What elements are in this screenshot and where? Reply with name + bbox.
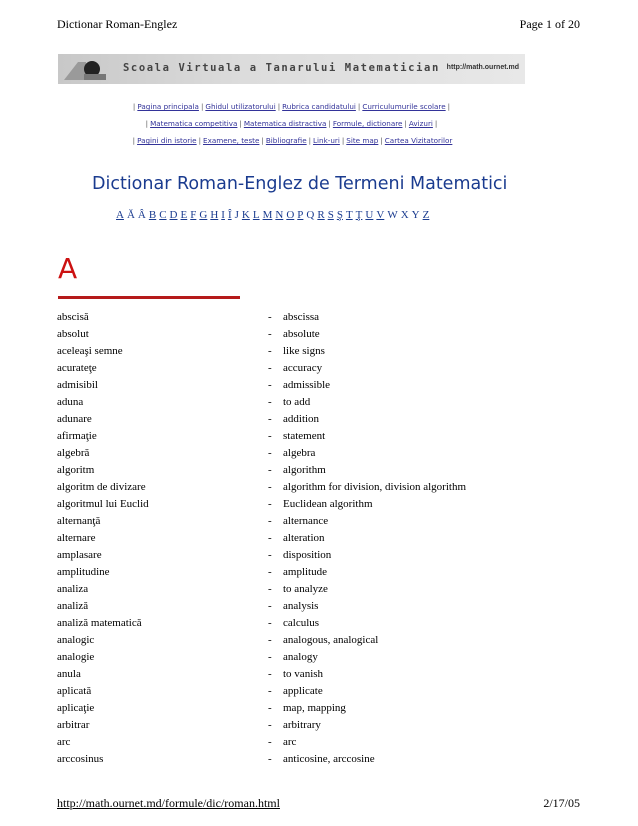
entry-row — [57, 564, 577, 581]
nav-link[interactable]: Ghidul utilizatorului — [205, 102, 276, 111]
section-letter: A — [58, 252, 78, 285]
entry-row — [57, 513, 577, 530]
english-term: accuracy — [283, 362, 323, 374]
entry-row — [57, 581, 577, 598]
alphabet-letter: W — [387, 209, 398, 221]
alphabet-letter[interactable]: Z — [422, 209, 430, 221]
english-term: to vanish — [283, 668, 324, 680]
english-term: applicate — [283, 685, 323, 697]
entry-row — [57, 547, 577, 564]
alphabet-letter: Q — [306, 209, 315, 221]
romanian-term: adunare — [57, 413, 92, 425]
nav-link[interactable]: Formule, dictionare — [332, 119, 403, 128]
entry-separator: - — [268, 736, 272, 748]
nav-link[interactable]: Rubrica candidatului — [282, 102, 356, 111]
site-banner[interactable] — [58, 54, 525, 84]
nav-link[interactable]: Link-uri — [313, 136, 340, 145]
alphabet-letter[interactable]: D — [169, 209, 178, 221]
entry-row — [57, 479, 577, 496]
entry-row — [57, 360, 577, 377]
banner-title: Scoala Virtuala a Tanarului Matematician — [123, 62, 440, 74]
entry-separator: - — [268, 447, 272, 459]
english-term: addition — [283, 413, 320, 425]
entry-row — [57, 326, 577, 343]
romanian-term: analiza — [57, 583, 89, 595]
entry-row — [57, 615, 577, 632]
entry-row — [57, 343, 577, 360]
nav-link[interactable]: Matematica competitiva — [150, 119, 238, 128]
english-term: map, mapping — [283, 702, 346, 714]
english-term: absolute — [283, 328, 320, 340]
alphabet-letter[interactable]: L — [252, 209, 260, 221]
alphabet-letter[interactable]: K — [241, 209, 250, 221]
section-divider — [58, 296, 240, 299]
alphabet-index — [116, 209, 432, 221]
entry-separator: - — [268, 566, 272, 578]
entry-separator: - — [268, 413, 272, 425]
alphabet-letter[interactable]: Î — [227, 209, 232, 221]
entry-separator: - — [268, 396, 272, 408]
entry-separator: - — [268, 362, 272, 374]
entry-row — [57, 717, 577, 734]
english-term: like signs — [283, 345, 325, 357]
alphabet-letter: Ă — [126, 209, 135, 221]
entry-separator: - — [268, 430, 272, 442]
english-term: analogy — [283, 651, 318, 663]
alphabet-letter[interactable]: E — [180, 209, 188, 221]
alphabet-letter[interactable]: I — [221, 209, 225, 221]
entry-separator: - — [268, 719, 272, 731]
alphabet-letter[interactable]: B — [148, 209, 157, 221]
entry-separator: - — [268, 617, 272, 629]
romanian-term: admisibil — [57, 379, 98, 391]
nav-link[interactable]: Examene, teste — [203, 136, 260, 145]
entry-separator: - — [268, 464, 272, 476]
english-term: analogous, analogical — [283, 634, 379, 646]
romanian-term: amplitudine — [57, 566, 110, 578]
english-term: algebra — [283, 447, 316, 459]
romanian-term: algoritmul lui Euclid — [57, 498, 149, 510]
alphabet-letter[interactable]: T — [345, 209, 353, 221]
entry-separator: - — [268, 685, 272, 697]
romanian-term: abscisă — [57, 311, 89, 323]
footer-url[interactable]: http://math.ournet.md/formule/dic/roman.html — [57, 796, 280, 810]
nav-link[interactable]: Site map — [346, 136, 379, 145]
alphabet-letter[interactable]: C — [159, 209, 167, 221]
alphabet-letter: Y — [411, 209, 420, 221]
english-term: arbitrary — [283, 719, 321, 731]
entry-separator: - — [268, 583, 272, 595]
english-term: algorithm — [283, 464, 326, 476]
entry-separator: - — [268, 600, 272, 612]
alphabet-letter[interactable]: F — [190, 209, 197, 221]
english-term: disposition — [283, 549, 332, 561]
english-term: to add — [283, 396, 311, 408]
romanian-term: alternare — [57, 532, 96, 544]
english-term: anticosine, arccosine — [283, 753, 375, 765]
english-term: arc — [283, 736, 297, 748]
nav-link[interactable]: Pagina principala — [137, 102, 199, 111]
entry-row — [57, 649, 577, 666]
alphabet-letter: Â — [137, 209, 146, 221]
alphabet-letter[interactable]: O — [286, 209, 295, 221]
nav-row-1: | Pagina principala | Ghidul utilizatorului | Rubrica candidatului | Curriculumurile scolare | — [132, 102, 451, 111]
alphabet-letter[interactable]: N — [275, 209, 284, 221]
banner-url[interactable]: http://math.ournet.md — [446, 64, 519, 71]
footer-date: 2/17/05 — [543, 796, 580, 810]
entry-row — [57, 496, 577, 513]
romanian-term: analogie — [57, 651, 95, 663]
alphabet-letter[interactable]: P — [297, 209, 304, 221]
english-term: calculus — [283, 617, 320, 629]
entry-separator: - — [268, 311, 272, 323]
dictionary-entries — [57, 309, 577, 768]
entry-row — [57, 530, 577, 547]
nav-row-2: | Matematica competitiva | Matematica distractiva | Formule, dictionare | Avizuri | — [145, 119, 438, 128]
entry-separator: - — [268, 668, 272, 680]
page-title: Dictionar Roman-Englez de Termeni Matematici — [92, 174, 508, 194]
entry-row — [57, 751, 577, 768]
romanian-term: anula — [57, 668, 81, 680]
entry-row — [57, 377, 577, 394]
english-term: amplitude — [283, 566, 327, 578]
entry-row — [57, 734, 577, 751]
entry-row — [57, 428, 577, 445]
entry-row — [57, 462, 577, 479]
english-term: admissible — [283, 379, 331, 391]
romanian-term: arbitrar — [57, 719, 90, 731]
entry-separator: - — [268, 498, 272, 510]
nav-link[interactable]: Bibliografie — [265, 136, 307, 145]
entry-separator: - — [268, 549, 272, 561]
romanian-term: algebră — [57, 447, 90, 459]
romanian-term: analiză matematică — [57, 617, 142, 629]
entry-separator: - — [268, 753, 272, 765]
entry-row — [57, 700, 577, 717]
alphabet-letter[interactable]: V — [376, 209, 385, 221]
romanian-term: aplicaţie — [57, 702, 95, 714]
entry-separator: - — [268, 379, 272, 391]
english-term: analysis — [283, 600, 319, 612]
romanian-term: arccosinus — [57, 753, 104, 765]
entry-row — [57, 598, 577, 615]
english-term: alteration — [283, 532, 325, 544]
nav-row-3: | Pagini din istorie | Examene, teste | Bibliografie | Link-uri | Site map | Cartea Vizitatorilor — [132, 136, 453, 145]
romanian-term: aplicată — [57, 685, 92, 697]
entry-separator: - — [268, 702, 272, 714]
entry-separator: - — [268, 651, 272, 663]
nav-link[interactable]: Cartea Vizitatorilor — [384, 136, 453, 145]
english-term: abscissa — [283, 311, 320, 323]
romanian-term: acurateţe — [57, 362, 97, 374]
entry-row — [57, 632, 577, 649]
entry-row — [57, 666, 577, 683]
romanian-term: aduna — [57, 396, 84, 408]
entry-separator: - — [268, 345, 272, 357]
english-term: Euclidean algorithm — [283, 498, 373, 510]
alphabet-letter[interactable]: M — [262, 209, 273, 221]
entry-separator: - — [268, 481, 272, 493]
alphabet-letter[interactable]: H — [210, 209, 219, 221]
nav-link[interactable]: Curriculumurile scolare — [362, 102, 446, 111]
entry-separator: - — [268, 634, 272, 646]
english-term: to analyze — [283, 583, 328, 595]
site-logo-icon — [64, 58, 106, 80]
alphabet-letter[interactable]: R — [317, 209, 325, 221]
english-term: algorithm for division, division algorithm — [283, 481, 467, 493]
english-term: alternance — [283, 515, 329, 527]
romanian-term: aceleaşi semne — [57, 345, 123, 357]
entry-separator: - — [268, 328, 272, 340]
page-number: Page 1 of 20 — [519, 17, 580, 31]
entry-row — [57, 683, 577, 700]
alphabet-letter[interactable]: G — [199, 209, 208, 221]
romanian-term: algoritm — [57, 464, 95, 476]
nav-link[interactable]: Avizuri — [408, 119, 433, 128]
alphabet-letter[interactable]: U — [365, 209, 374, 221]
alphabet-letter[interactable]: A — [116, 209, 124, 221]
romanian-term: afirmaţie — [57, 430, 97, 442]
alphabet-letter: J — [234, 209, 239, 221]
alphabet-letter[interactable]: S — [327, 209, 334, 221]
page-header-title: Dictionar Roman-Englez — [57, 17, 178, 31]
nav-link[interactable]: Matematica distractiva — [243, 119, 327, 128]
romanian-term: analogic — [57, 634, 95, 646]
romanian-term: arc — [57, 736, 71, 748]
alphabet-letter: X — [400, 209, 409, 221]
nav-link[interactable]: Pagini din istorie — [137, 136, 197, 145]
entry-row — [57, 309, 577, 326]
entry-separator: - — [268, 532, 272, 544]
entry-row — [57, 394, 577, 411]
entry-row — [57, 445, 577, 462]
entry-row — [57, 411, 577, 428]
entry-separator: - — [268, 515, 272, 527]
romanian-term: algoritm de divizare — [57, 481, 146, 493]
romanian-term: analiză — [57, 600, 89, 612]
romanian-term: alternanţă — [57, 515, 101, 527]
romanian-term: absolut — [57, 328, 89, 340]
alphabet-letter[interactable]: Ş — [336, 209, 343, 221]
english-term: statement — [283, 430, 326, 442]
alphabet-letter[interactable]: Ţ — [355, 209, 363, 221]
romanian-term: amplasare — [57, 549, 102, 561]
